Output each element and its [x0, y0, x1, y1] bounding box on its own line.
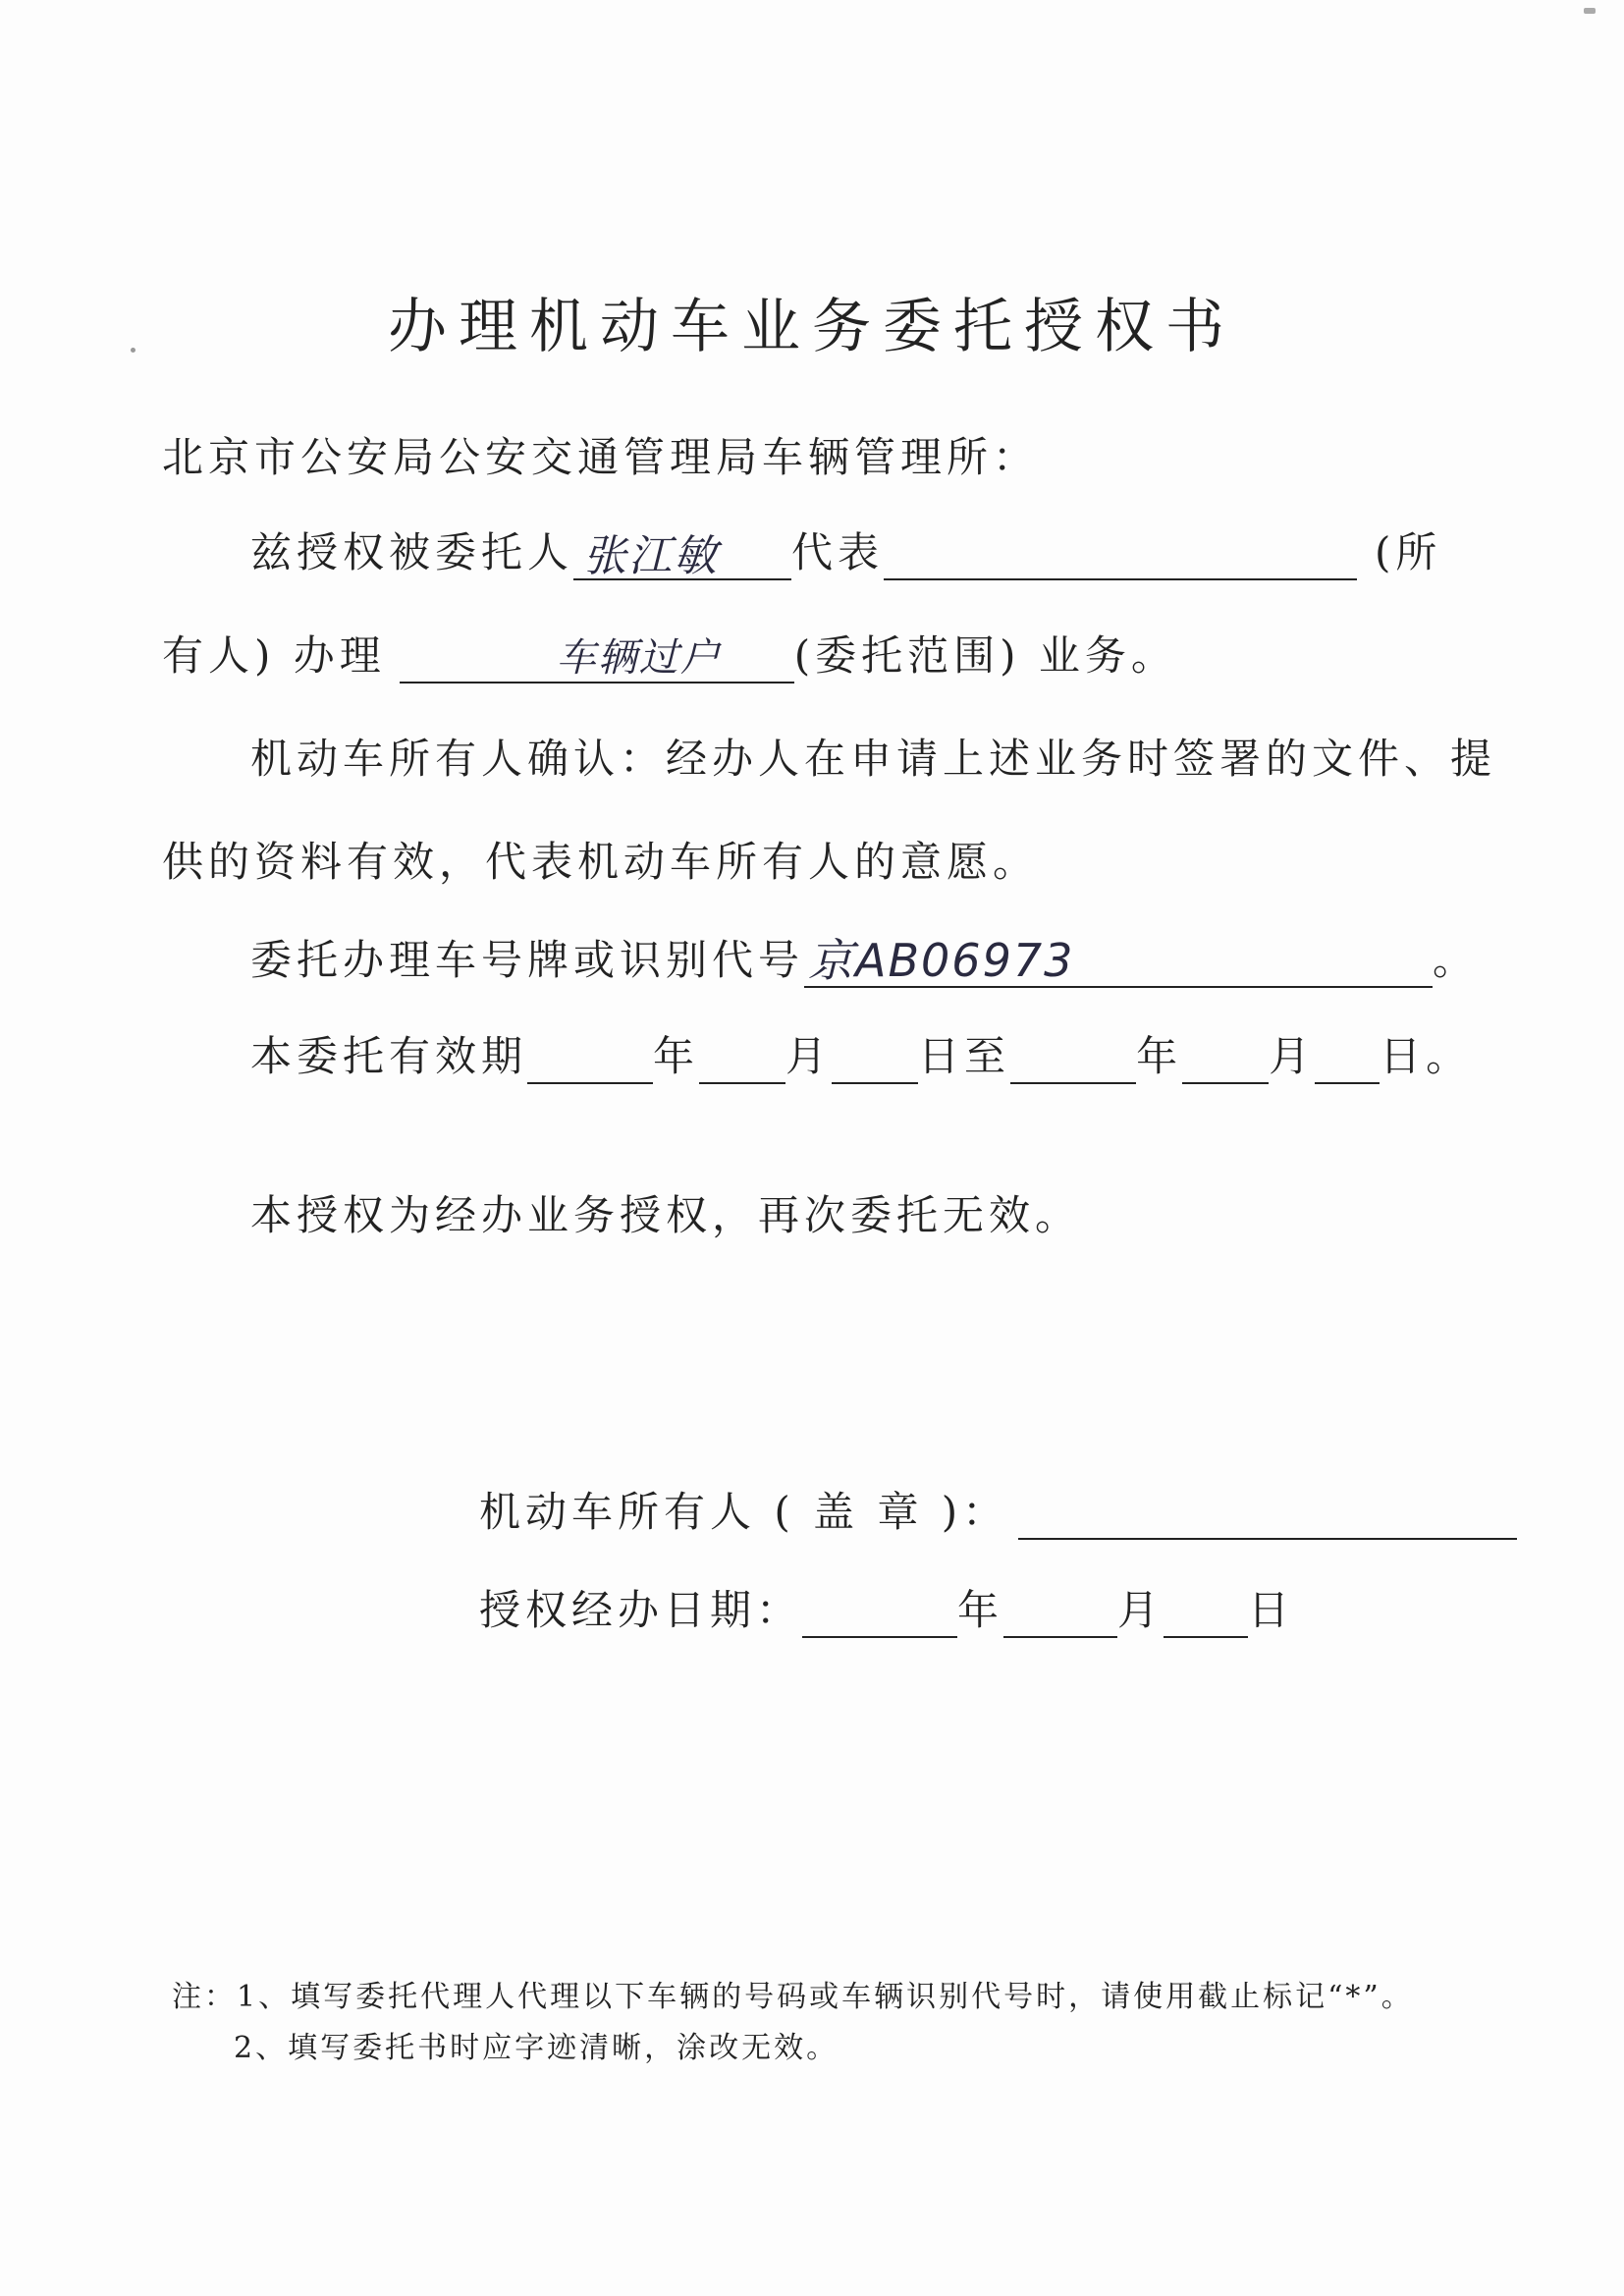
scope-field — [400, 635, 794, 683]
note-1: 注：1、填写委托代理人代理以下车辆的号码或车辆识别代号时，请使用截止标记“*”。 — [172, 1980, 1414, 2014]
para2-line2: 供的资料有效，代表机动车所有人的意愿。 — [162, 838, 1040, 886]
document-title: 办理机动车业务委托授权书 — [388, 293, 1236, 361]
auth-date-month: 月 — [1117, 1586, 1164, 1634]
validity-end-month-field — [1182, 1039, 1269, 1084]
para5-line: 本授权为经办业务授权，再次委托无效。 — [250, 1191, 1082, 1239]
para1-prefix: 兹授权被委托人 — [250, 528, 574, 576]
scope-handwritten: 车辆过户 — [556, 635, 722, 681]
auth-date-line — [479, 1583, 1294, 1638]
agent-name-handwritten: 张江敏 — [583, 531, 720, 581]
para1b-prefix: 有人) 办理 — [162, 631, 386, 680]
owner-signature-line — [479, 1485, 1517, 1540]
auth-date-label: 授权经办日期： — [479, 1586, 803, 1634]
validity-day2: 日。 — [1380, 1032, 1473, 1080]
para1-line — [250, 525, 1441, 580]
scan-speck — [1584, 8, 1596, 14]
validity-day1: 日至 — [918, 1032, 1011, 1080]
para3-line — [250, 933, 1479, 988]
auth-date-year: 年 — [957, 1586, 1004, 1634]
para1b-line — [162, 629, 1177, 683]
validity-line — [250, 1029, 1472, 1084]
owner-signature-label: 机动车所有人 ( 盖 章 )： — [479, 1488, 1009, 1536]
owner-field — [884, 535, 1357, 580]
validity-end-day-field — [1315, 1039, 1380, 1084]
para1b-suffix: (委托范围) 业务。 — [793, 631, 1177, 680]
validity-month2: 月 — [1269, 1032, 1316, 1080]
validity-end-year-field — [1010, 1039, 1136, 1084]
validity-year1: 年 — [653, 1032, 700, 1080]
validity-start-year-field — [527, 1039, 653, 1084]
plate-handwritten: 京AB06973 — [808, 934, 1075, 987]
auth-date-month-field — [1003, 1593, 1117, 1638]
para3-prefix: 委托办理车号牌或识别代号 — [250, 936, 805, 984]
validity-start-day-field — [832, 1039, 918, 1084]
agent-name-field — [573, 531, 791, 581]
para3-suffix: 。 — [1433, 936, 1480, 984]
para2-line1: 机动车所有人确认：经办人在申请上述业务时签署的文件、提 — [250, 735, 1497, 783]
validity-year2: 年 — [1136, 1032, 1183, 1080]
auth-date-day: 日 — [1248, 1586, 1295, 1634]
note-2: 2、填写委托书时应字迹清晰，涂改无效。 — [234, 2031, 839, 2065]
para1-end: (所 — [1375, 528, 1442, 576]
validity-month1: 月 — [785, 1032, 833, 1080]
auth-date-day-field — [1164, 1593, 1248, 1638]
validity-prefix: 本委托有效期 — [250, 1032, 528, 1080]
owner-signature-field — [1018, 1495, 1517, 1540]
plate-field — [804, 934, 1433, 988]
validity-start-month-field — [699, 1039, 785, 1084]
para1-middle: 代表 — [791, 528, 885, 576]
auth-date-year-field — [802, 1593, 957, 1638]
addressee: 北京市公安局公安交通管理局车辆管理所： — [162, 433, 1040, 481]
